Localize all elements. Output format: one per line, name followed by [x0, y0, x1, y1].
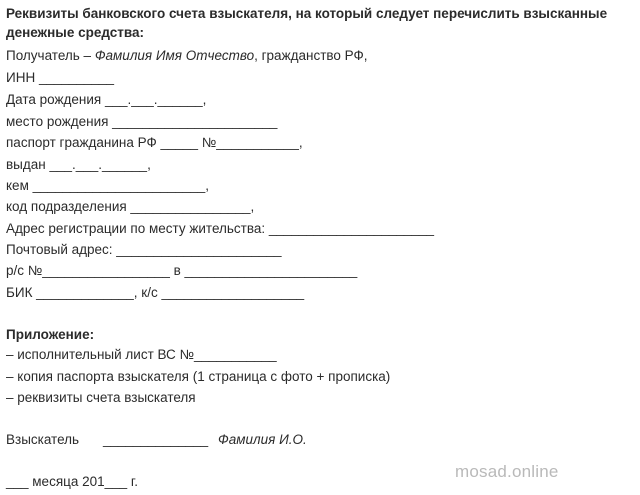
inn-line: ИНН __________	[6, 70, 115, 85]
recipient-suffix: , гражданство РФ,	[254, 48, 368, 63]
recipient-label: Получатель –	[6, 48, 95, 63]
bik-line: БИК _____________, к/с ___________________	[6, 285, 305, 300]
heading-line-1: Реквизиты банковского счета взыскателя, на который следует перечислить взысканные	[6, 6, 608, 21]
issued-by-line: кем _______________________,	[6, 178, 210, 193]
division-code-line: код подразделения ________________,	[6, 199, 255, 214]
signature-name: Фамилия И.О.	[218, 432, 307, 447]
passport-line: паспорт гражданина РФ _____ №___________,	[6, 135, 303, 150]
signature-line: ______________	[103, 432, 209, 447]
signature-label: Взыскатель	[6, 432, 80, 447]
recipient-name: Фамилия Имя Отчество	[94, 48, 255, 63]
account-line: р/с №_________________ в _______________________	[6, 263, 358, 278]
attachment-item: – исполнительный лист ВС №___________	[6, 347, 277, 362]
heading-line-2: денежные средства:	[6, 25, 144, 40]
date-line: ___ месяца 201___ г.	[6, 474, 138, 489]
birth-place-line: место рождения ______________________	[6, 114, 278, 129]
birth-date-line: Дата рождения ___.___.______,	[6, 92, 207, 107]
postal-address-line: Почтовый адрес: ______________________	[6, 242, 282, 257]
issued-line: выдан ___.___.______,	[6, 157, 151, 172]
recipient-line	[6, 47, 368, 64]
attachment-item: – реквизиты счета взыскателя	[6, 390, 196, 405]
reg-address-line: Адрес регистрации по месту жительства: ______________________	[6, 221, 435, 236]
attachments-title: Приложение:	[6, 327, 95, 342]
attachment-item: – копия паспорта взыскателя (1 страница с фото + прописка)	[6, 369, 391, 384]
watermark: mosad.online	[455, 462, 559, 481]
